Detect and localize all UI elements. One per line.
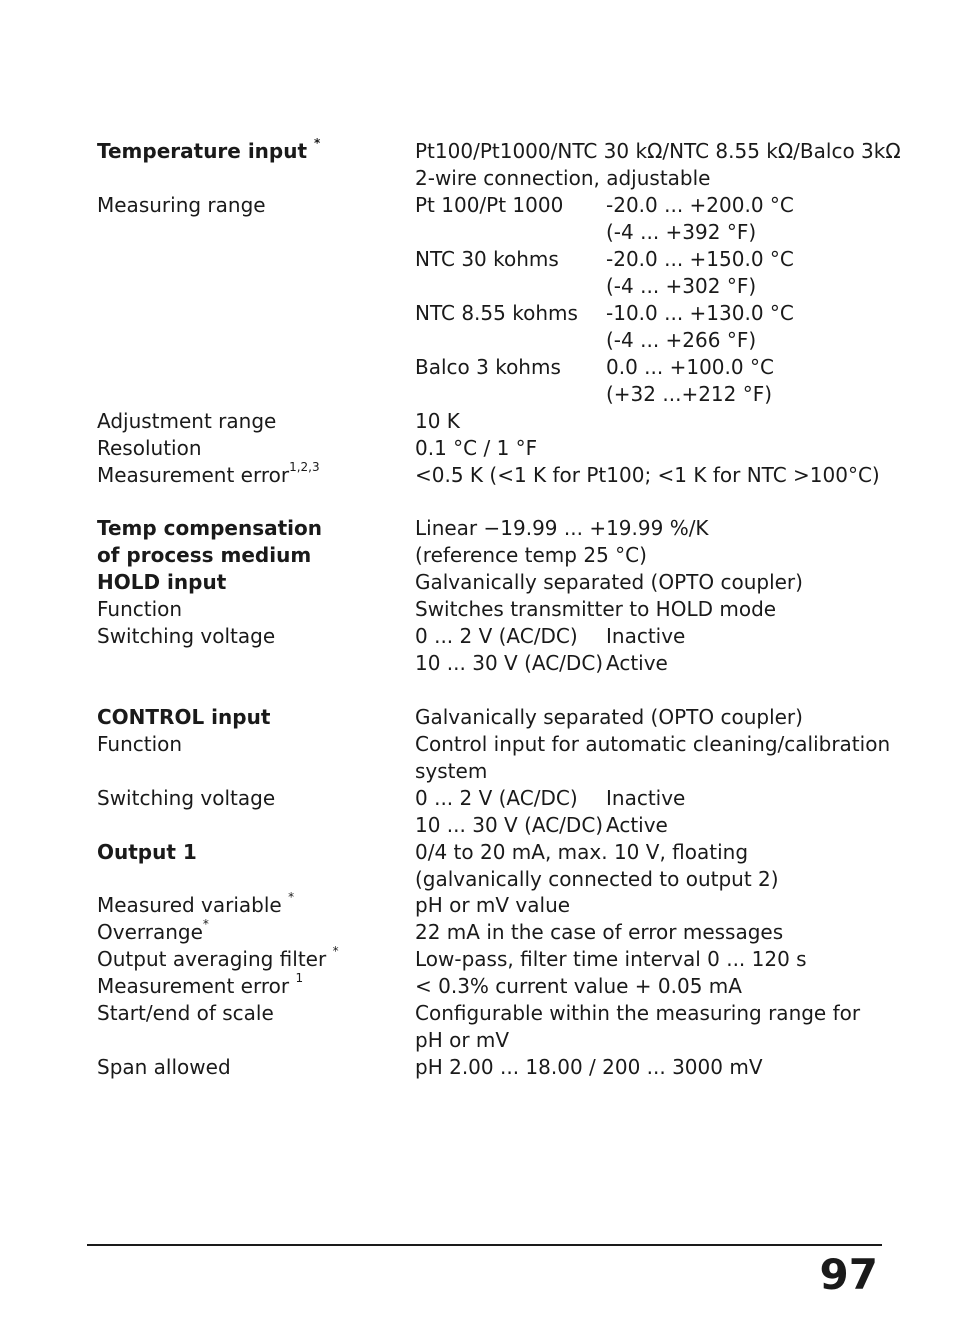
measured-variable-value: pH or mV value [415,893,571,917]
hold-function-value: Switches transmitter to HOLD mode [415,597,777,621]
adjustment-range-label: Adjustment range [97,409,277,433]
output1-value: 0/4 to 20 mA, max. 10 V, floating [415,840,749,864]
span-label: Span allowed [97,1055,231,1079]
overrange-value: 22 mA in the case of error messages [415,920,784,944]
scale-label: Start/end of scale [97,1001,274,1025]
measurement-error-value: <0.5 K (<1 K for Pt100; <1 K for NTC >100°C) [415,463,880,487]
temp-compensation-reference: (reference temp 25 °C) [415,543,647,567]
overrange-label: Overrange* [97,917,209,944]
control-function-value-cont: system [415,759,488,783]
hold-input-value: Galvanically separated (OPTO coupler) [415,570,803,594]
range-sensor: Pt 100/Pt 1000 [415,193,564,217]
temperature-input-heading: Temperature input * [97,136,321,163]
voltage-range: 0 ... 2 V (AC/DC) [415,624,578,648]
control-function-label: Function [97,732,183,756]
voltage-state: Inactive [606,624,686,648]
measured-variable-label: Measured variable * [97,890,295,917]
hold-voltage-label: Switching voltage [97,624,276,648]
span-value: pH 2.00 ... 18.00 / 200 ... 3000 mV [415,1055,763,1079]
range-fahrenheit: (+32 ...+212 °F) [606,382,773,406]
range-sensor: NTC 8.55 kohms [415,301,578,325]
footer-rule [87,1244,882,1246]
range-celsius: -20.0 ... +150.0 °C [606,247,794,271]
voltage-state: Active [606,813,668,837]
temp-compensation-heading: Temp compensation [97,516,323,540]
output-error-label: Measurement error $^1$ [97,971,304,998]
adjustment-range-value: 10 K [415,409,460,433]
range-celsius: 0.0 ... +100.0 °C [606,355,774,379]
measurement-error-label: Measurement error$^{1,2,3}$ [97,460,320,487]
hold-input-heading: HOLD input [97,570,227,594]
range-fahrenheit: (-4 ... +392 °F) [606,220,757,244]
temp-compensation-heading-cont: of process medium [97,543,312,567]
resolution-value: 0.1 °C / 1 °F [415,436,538,460]
measuring-range-label: Measuring range [97,193,266,217]
averaging-filter-label: Output averaging filter * [97,944,339,971]
temp-compensation-value: Linear −19.99 ... +19.99 %/K [415,516,709,540]
scale-value: Configurable within the measuring range for [415,1001,861,1025]
hold-function-label: Function [97,597,183,621]
temperature-connection-value: 2-wire connection, adjustable [415,166,711,190]
control-function-value: Control input for automatic cleaning/calibration [415,732,891,756]
output1-value-cont: (galvanically connected to output 2) [415,867,779,891]
voltage-range: 0 ... 2 V (AC/DC) [415,786,578,810]
range-celsius: -10.0 ... +130.0 °C [606,301,794,325]
control-input-heading: CONTROL input [97,705,271,729]
range-fahrenheit: (-4 ... +266 °F) [606,328,757,352]
range-sensor: Balco 3 kohms [415,355,561,379]
temperature-sensors-value: Pt100/Pt1000/NTC 30 kΩ/NTC 8.55 kΩ/Balco 3kΩ [415,139,901,163]
voltage-range: 10 ... 30 V (AC/DC) [415,813,604,837]
range-celsius: -20.0 ... +200.0 °C [606,193,794,217]
range-fahrenheit: (-4 ... +302 °F) [606,274,757,298]
page-number: 97 [819,1250,878,1299]
voltage-state: Active [606,651,668,675]
output-error-value: < 0.3% current value + 0.05 mA [415,974,742,998]
voltage-range: 10 ... 30 V (AC/DC) [415,651,604,675]
control-input-value: Galvanically separated (OPTO coupler) [415,705,803,729]
voltage-state: Inactive [606,786,686,810]
scale-value-cont: pH or mV [415,1028,510,1052]
output1-heading: Output 1 [97,840,197,864]
averaging-filter-value: Low-pass, filter time interval 0 ... 120 s [415,947,807,971]
control-voltage-label: Switching voltage [97,786,276,810]
resolution-label: Resolution [97,436,202,460]
range-sensor: NTC 30 kohms [415,247,559,271]
